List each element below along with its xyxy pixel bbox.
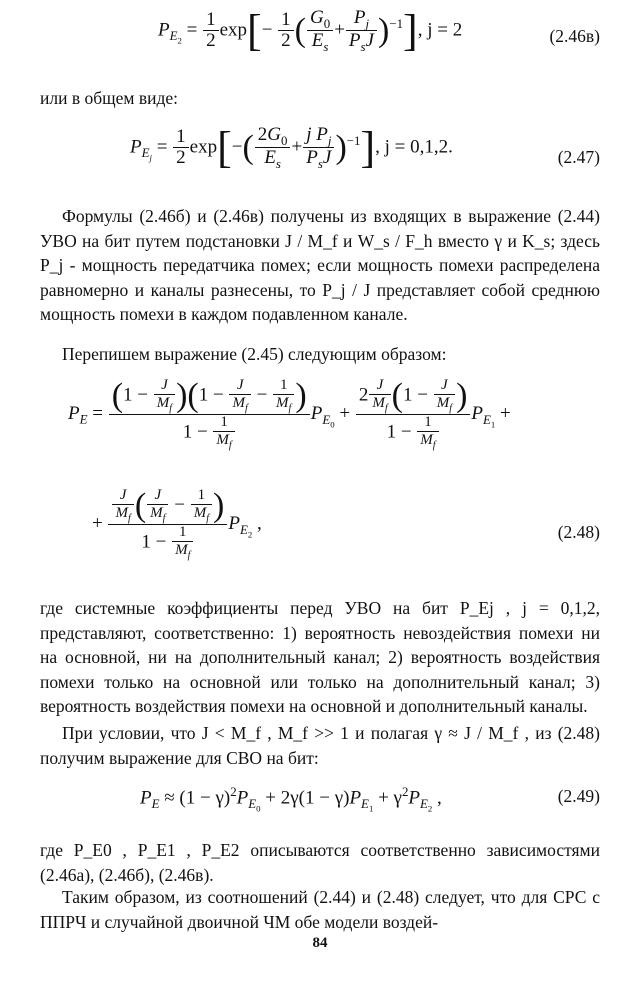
equation-2-49: $P_E \approx (1 - \gamma)^2P_{E_0} + 2\gamma(1 - \gamma)P_{E_1} + \gamma^2P_{E_2}$ , (2.49) — [140, 784, 600, 814]
paragraph: или в общем виде: — [40, 88, 178, 108]
equation-number: (2.47) — [557, 147, 600, 167]
equation-2-48-line-2: + $\frac{J}{M_f}$ ( $\frac{J}{M_f}$ − $\frac{1}{M_f}$ ) 1 − $\frac{1}{M_f}$ $P_{E_2}$ , (2.48) — [92, 486, 600, 561]
paragraph: Таким образом, из соотношений (2.44) и (2.48) следует, что для СРС с ППРЧ и случайной двоичной ЧМ обе модели воздей- — [40, 887, 600, 932]
equation-number: (2.49) — [557, 786, 600, 806]
page-number: 84 — [312, 935, 328, 951]
eq-247-condition: , j = 0,1,2. — [375, 136, 453, 158]
equation-2-48-line-1: $P_E$ = (1 − $\frac{J}{M_f}$ )(1 − $\frac{J}{M_f}$ − $\frac{1}{M_f}$ ) 1 − $\frac{1}{M_f}$ $P_{E_0}$ + 2 $\frac{J}{M_f}$ (1 − $\frac{J}{M_f}$ ) 1 − $\frac{1}{M_f}$ $P_{E_1}$ + — [68, 376, 511, 451]
equation-number: (2.46в) — [549, 26, 600, 46]
equation-number: (2.48) — [557, 522, 600, 542]
paragraph: где P_E0 , P_E1 , P_E2 описываются соответственно зависимостями (2.46а), (2.46б), (2.46в). — [40, 840, 600, 885]
paragraph: где системные коэффициенты перед УВО на бит P_Ej , j = 0,1,2, представляют, соответственно: 1) вероятность невоздействия помехи ни на основной, ни на дополнительный канал; 2) вероятность воздействия помехи только на основной или только на дополнительный канал; 3) вероятность воздействия помехи на основной и дополнительный каналы. — [40, 598, 600, 717]
paragraph: Перепишем выражение (2.45) следующим образом: — [62, 344, 447, 364]
equation-2-46v: $P_{E_2}$ = $\frac{1}{2}$ exp[− $\frac{1}{2}$ ( $\frac{G_0}{E_s}$ + $\frac{P_j}{P_sJ}$ )$^{-1}$], j = 2 (2.46в) — [158, 6, 600, 56]
eq-246v-condition: , j = 2 — [417, 19, 463, 41]
paragraph: Формулы (2.46б) и (2.46в) получены из входящих в выражение (2.44) УВО на бит путем подстановки J / M_f и W_s / F_h вместо γ и K_s; здесь P_j - мощность передатчика помех; если мощность помехи распределена равномерно и каналы разнесены, то P_j / J представляет собой среднюю мощность помехи в каждом подавленном канале. — [40, 206, 600, 325]
equation-2-47: $P_{E_j}$ = $\frac{1}{2}$ exp[−( $\frac{2G_0}{E_s}$ + $\frac{j P_j}{P_sJ}$ )$^{-1}$], j = 0,1,2. (2.47) — [130, 123, 600, 173]
paragraph: При условии, что J < M_f , M_f >> 1 и полагая γ ≈ J / M_f , из (2.48) получим выражение для СВО на бит: — [40, 723, 600, 768]
